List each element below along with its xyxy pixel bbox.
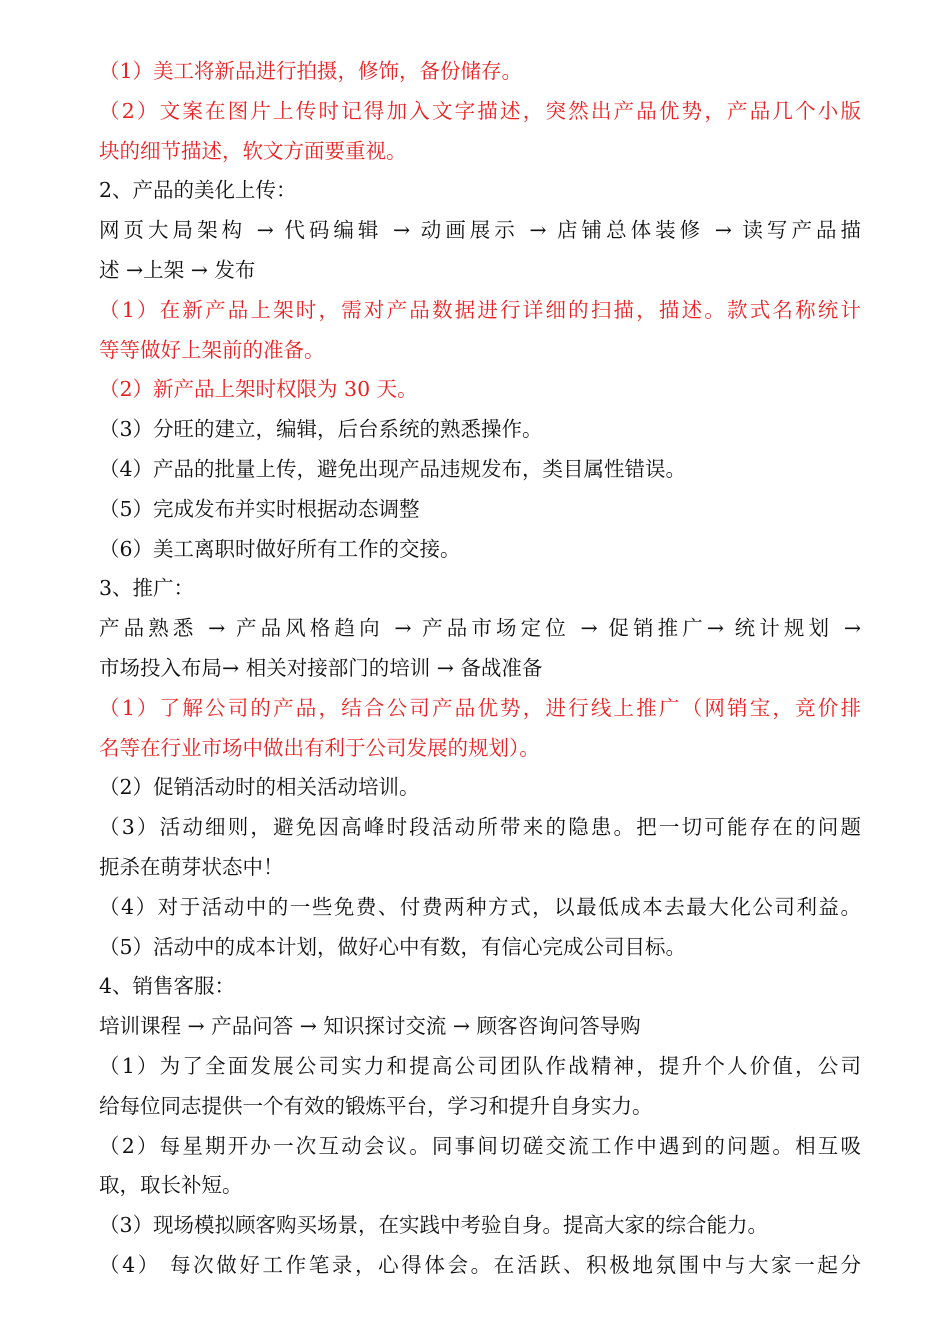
text-line: 名等在行业市场中做出有利于公司发展的规划）。 — [99, 735, 540, 760]
text-line: （1）在新产品上架时，需对产品数据进行详细的扫描，描述。款式名称统计 — [99, 297, 861, 322]
text-line: （2）新产品上架时权限为 30 天。 — [99, 377, 418, 402]
text-line: （6）美工离职时做好所有工作的交接。 — [99, 536, 461, 561]
text-line: 述 →上架 → 发布 — [99, 257, 256, 282]
text-line: 块的细节描述，软文方面要重视。 — [99, 138, 407, 163]
text-line: 4、销售客服： — [99, 974, 236, 999]
text-line: 培训课程 → 产品问答 → 知识探讨交流 → 顾客咨询问答导购 — [99, 1014, 641, 1039]
text-line: （4）产品的批量上传，避免出现产品违规发布，类目属性错误。 — [99, 456, 687, 481]
document-page — [99, 52, 861, 1286]
text-line: （2）每星期开办一次互动会议。同事间切磋交流工作中遇到的问题。相互吸 — [99, 1133, 861, 1158]
text-line: 产品熟悉 → 产品风格趋向 → 产品市场定位 → 促销推广→ 统计规划 → — [99, 616, 861, 641]
text-line: 取，取长补短。 — [99, 1173, 243, 1198]
text-line: （4） 每次做好工作笔录，心得体会。在活跃、积极地氛围中与大家一起分 — [99, 1252, 861, 1277]
text-line: 3、推广： — [99, 576, 195, 601]
text-line: （1）了解公司的产品，结合公司产品优势，进行线上推广（网销宝，竞价排 — [99, 695, 861, 720]
text-line: 2、产品的美化上传： — [99, 178, 297, 203]
text-line: （4）对于活动中的一些免费、付费两种方式，以最低成本去最大化公司利益。 — [99, 894, 861, 919]
text-line: （2）文案在图片上传时记得加入文字描述，突然出产品优势，产品几个小版 — [99, 98, 861, 123]
text-line: （3）现场模拟顾客购买场景，在实践中考验自身。提高大家的综合能力。 — [99, 1213, 769, 1238]
text-line: 市场投入布局→ 相关对接部门的培训 → 备战准备 — [99, 655, 543, 680]
text-line: （5）活动中的成本计划，做好心中有数，有信心完成公司目标。 — [99, 934, 687, 959]
text-line: （5）完成发布并实时根据动态调整 — [99, 496, 420, 521]
text-line: （3）活动细则，避免因高峰时段活动所带来的隐患。把一切可能存在的问题 — [99, 815, 861, 840]
text-line: 给每位同志提供一个有效的锻炼平台，学习和提升自身实力。 — [99, 1093, 653, 1118]
text-line: （1）美工将新品进行拍摄，修饰，备份储存。 — [99, 59, 523, 83]
text-line: 等等做好上架前的准备。 — [99, 337, 325, 362]
text-line: （3）分旺的建立，编辑，后台系统的熟悉操作。 — [99, 417, 543, 442]
text-line: 网页大局架构 → 代码编辑 → 动画展示 → 店铺总体装修 → 读写产品描 — [99, 218, 861, 243]
text-line: 扼杀在萌芽状态中！ — [99, 854, 284, 879]
text-line: （2）促销活动时的相关活动培训。 — [99, 775, 420, 800]
text-line: （1）为了全面发展公司实力和提高公司团队作战精神，提升个人价值，公司 — [99, 1053, 861, 1078]
